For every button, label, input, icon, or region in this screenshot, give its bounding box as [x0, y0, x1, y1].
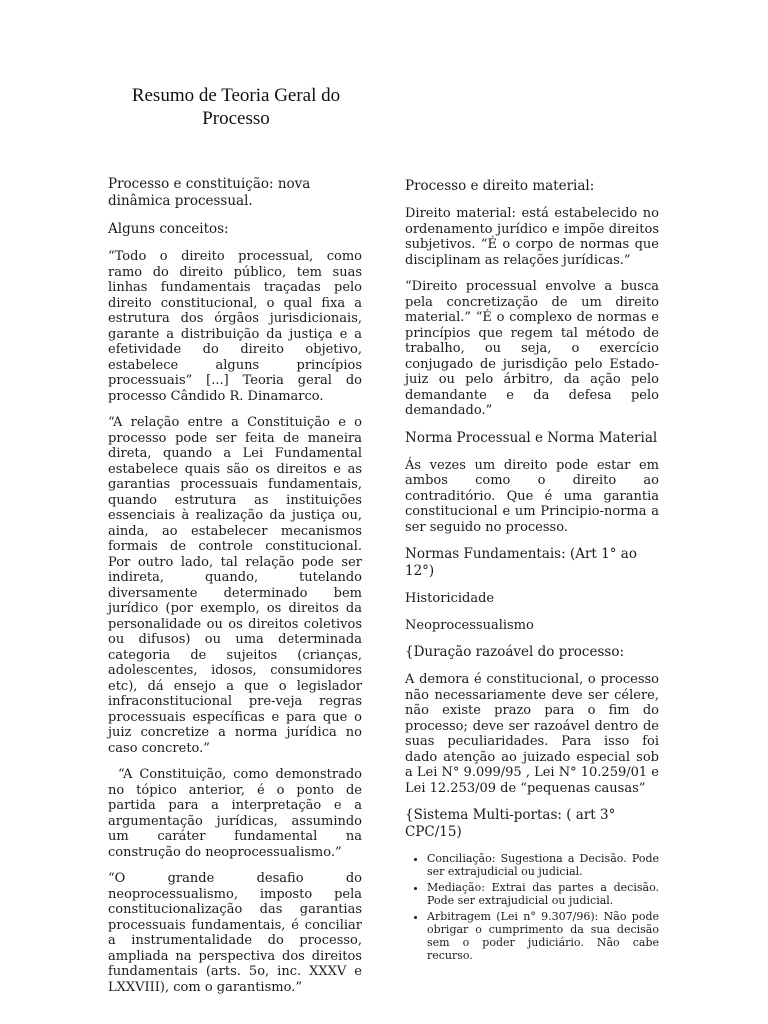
- paragraph-ponto-de-partida: “A Constituição, como demonstrado no tópico anterior, é o ponto de partida para a interpretação e a argumentação jurídicas, assumindo um caráter fundamental na construção do neoprocessualismo.”: [108, 767, 362, 860]
- section-heading-direito-material: Processo e direito material:: [405, 178, 595, 194]
- section-heading-multi-portas: {Sistema Multi-portas: ( art 3° CPC/15): [405, 807, 616, 840]
- line-neoprocessualismo: Neoprocessualismo: [405, 617, 534, 633]
- right-column: [405, 178, 659, 965]
- section-heading-constituicao: Processo e constituição: nova dinâmica processual.: [108, 176, 311, 209]
- paragraph-contraditorio: Ás vezes um direito pode estar em ambos como o direito ao contraditório. Que é uma garantia constitucional e um Principio-norma a ser seguido no processo.: [405, 457, 659, 535]
- paragraph-demora-constitucional: A demora é constitucional, o processo não necessariamente deve ser célere, não existe prazo para o fim do processo; deve ser razoável dentro de suas peculiaridades. Para isso foi dado atenção ao juizado especial sob a Lei N° 9.099/95 , Lei N° 10.259/01 e Lei 12.253/09 de “pequenas causas”: [405, 672, 659, 796]
- list-item-conciliacao: • Conciliação: Sugestiona a Decisão. Pode ser extrajudicial ou judicial.: [427, 852, 659, 878]
- paragraph-dinamarco-quote: “Todo o direito processual, como ramo do direito público, tem suas linhas fundamentais traçadas pelo direito constitucional, o qual fixa a estrutura dos órgãos jurisdicionais, garante a distribuição da justiça e a efetividade do direito objetivo, estabelece alguns princípios processuais” [...] Teoria geral do processo Cândido R. Dinamarco.: [108, 249, 362, 404]
- paragraph-desafio-neoprocessualismo: “O grande desafio do neoprocessualismo, imposto pela constitucionalização das garantias processuais fundamentais, é conciliar a instrumentalidade do processo, ampliada na perspectiva dos direitos fundamentais (arts. 5o, inc. XXXV e LXXVIII), com o garantismo.”: [108, 871, 362, 995]
- multi-portas-list: [405, 852, 659, 962]
- title-line-1: Resumo de Teoria Geral do: [131, 85, 341, 106]
- title-line-2: Processo: [202, 108, 270, 129]
- paragraph-direito-material: Direito material: está estabelecido no ordenamento jurídico e impõe direitos subjetivos. “É o corpo de normas que disciplinam as relações jurídicas.”: [405, 206, 659, 268]
- page-title: [108, 84, 364, 130]
- section-heading-norma-processual: Norma Processual e Norma Material: [405, 429, 658, 446]
- list-item-arbitragem: • Arbitragem (Lei n° 9.307/96): Não pode obrigar o cumprimento da sua decisão sem o poder judiciário. Não cabe recurso.: [427, 910, 659, 962]
- paragraph-relacao-constituicao: “A relação entre a Constituição e o processo pode ser feita de maneira direta, quando a Lei Fundamental estabelece quais são os direitos e as garantias processuais fundamentais, quando estrutura as instituições essenciais à realização da justiça ou, ainda, ao estabelecer mecanismos formais de controle constitucional. Por outro lado, tal relação pode ser indireta, quando, tutelando diversamente determinado bem jurídico (por exemplo, os direitos da personalidade ou os direitos coletivos ou difusos) ou uma determinada categoria de sujeitos (crianças, adolescentes, idosos, consumidores etc), dá ensejo a que o legislador infraconstitucional pre-veja regras processuais específicas e para que o juiz concretize a norma jurídica no caso concreto.”: [108, 415, 362, 756]
- paragraph-direito-processual: “Direito processual envolve a busca pela concretização de um direito material.” “É o complexo de normas e princípios que regem tal método de trabalho, ou seja, o exercício conjugado de jurisdição pelo Estado-juiz ou pelo árbitro, da ação pelo demandante e da defesa pelo demandado.”: [405, 279, 659, 418]
- section-heading-conceitos: Alguns conceitos:: [108, 221, 229, 237]
- section-heading-normas-fundamentais: Normas Fundamentais: (Art 1° ao 12°): [405, 546, 637, 579]
- left-column: [108, 176, 362, 1006]
- list-item-mediacao: • Mediação: Extrai das partes a decisão. Pode ser extrajudicial ou judicial.: [427, 881, 659, 907]
- section-heading-duracao-razoavel: {Duração razoável do processo:: [405, 644, 625, 660]
- line-historicidade: Historicidade: [405, 591, 495, 606]
